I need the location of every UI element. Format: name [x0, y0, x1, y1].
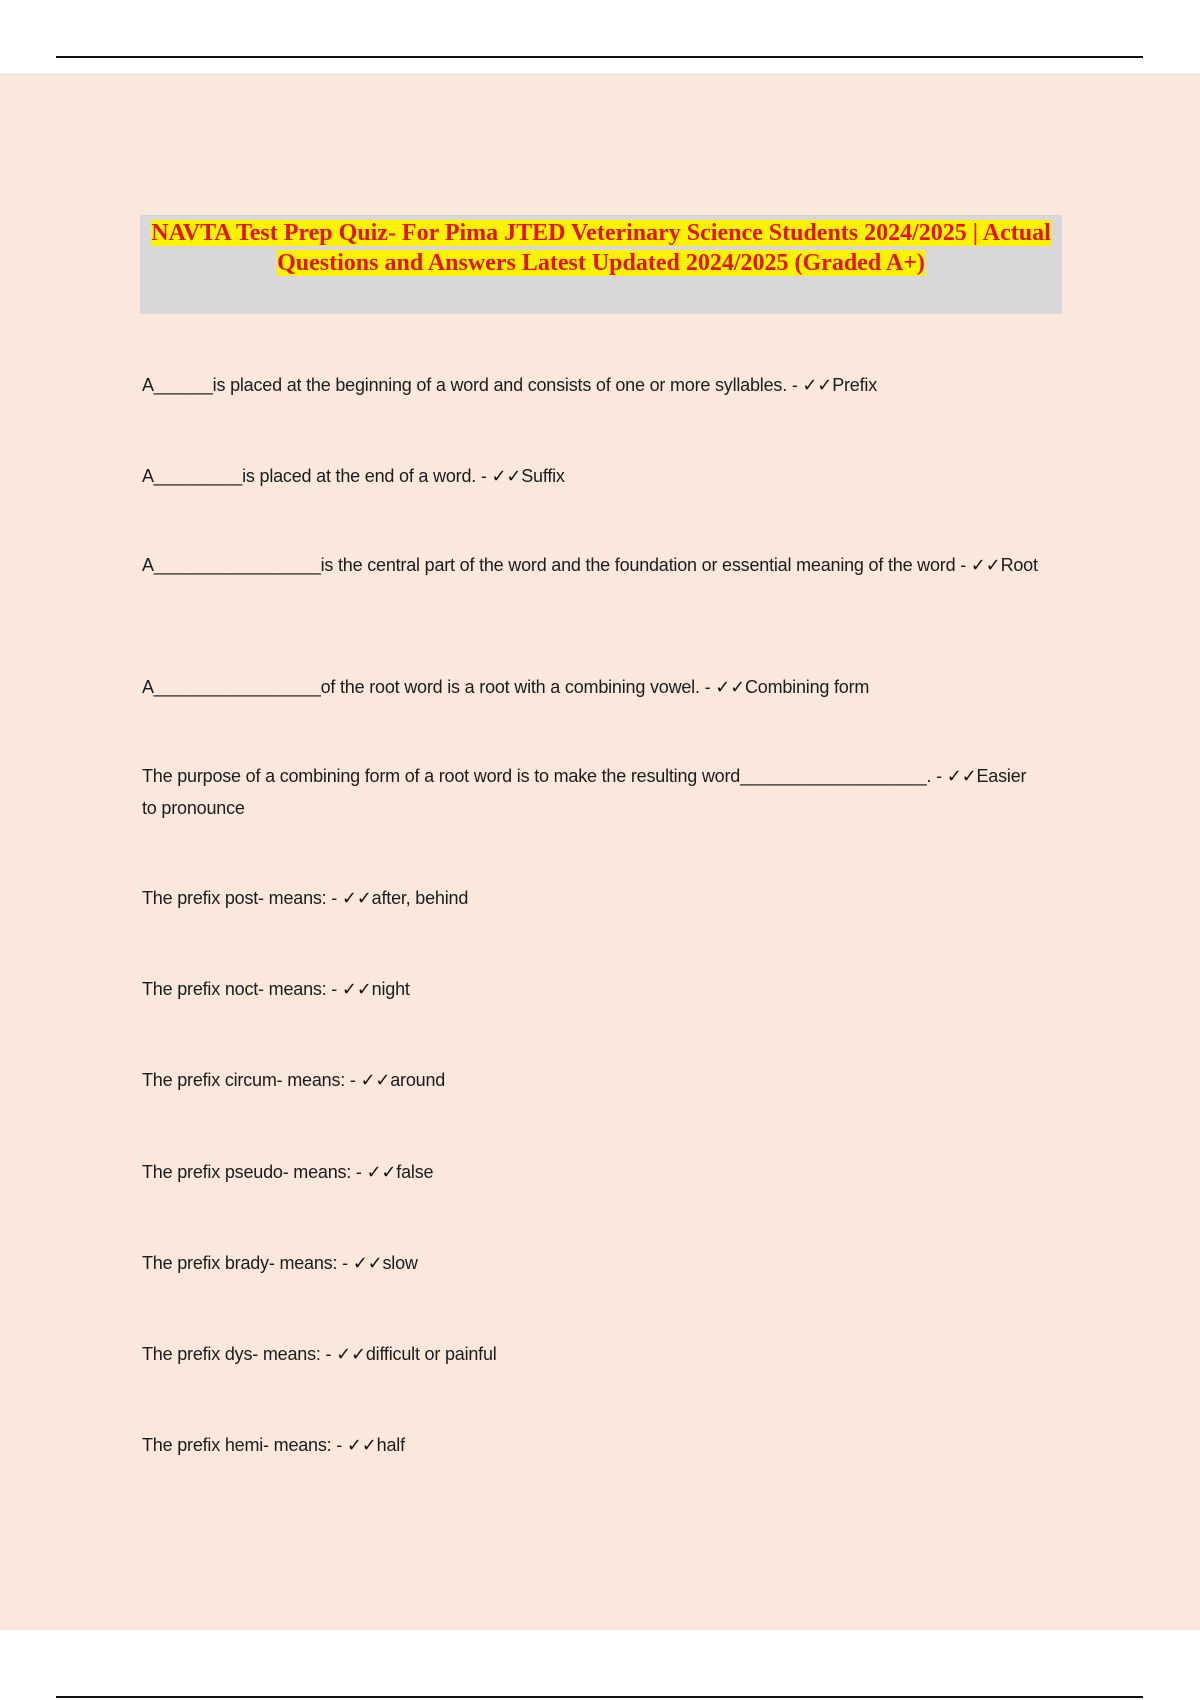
question-text: The prefix brady- means: [142, 1253, 338, 1273]
check-icon: ✓✓ [491, 466, 522, 486]
answer-text: half [376, 1435, 405, 1455]
question-text: A_________________of the root word is a root with a combining vowel. [142, 677, 700, 697]
qa-item-11: The prefix dys- means: - ✓✓difficult or painful [142, 1344, 497, 1364]
check-icon: ✓✓ [360, 1070, 391, 1090]
qa-item-7: The prefix noct- means: - ✓✓night [142, 979, 410, 999]
answer-text: Easier to pronounce [142, 766, 1027, 818]
question-text: A______is placed at the beginning of a word and consists of one or more syllables. [142, 375, 788, 395]
document-page [0, 73, 1200, 1630]
qa-item-2: A_________is placed at the end of a word. - ✓✓Suffix [142, 466, 565, 486]
qa-item-12: The prefix hemi- means: - ✓✓half [142, 1435, 405, 1455]
check-icon: ✓✓ [341, 888, 372, 908]
check-icon: ✓✓ [352, 1253, 383, 1273]
top-rule [56, 56, 1143, 58]
answer-text: Suffix [521, 466, 565, 486]
document-title: NAVTA Test Prep Quiz- For Pima JTED Veterinary Science Students 2024/2025 | Actual Questions and Answers Latest Updated 2024/2025 (Graded A+) [151, 220, 1051, 276]
question-text: The prefix circum- means: [142, 1070, 346, 1090]
check-icon: ✓✓ [715, 677, 745, 697]
qa-item-3: A_________________is the central part of the word and the foundation or essential meaning of the word - ✓✓Root [142, 555, 1038, 575]
check-icon: ✓✓ [366, 1162, 397, 1182]
answer-text: around [390, 1070, 446, 1090]
question-text: The prefix noct- means: [142, 979, 327, 999]
qa-item-4: A_________________of the root word is a root with a combining vowel. - ✓✓Combining form [142, 677, 870, 697]
answer-text: after, behind [371, 888, 469, 908]
check-icon: ✓✓ [341, 979, 372, 999]
check-icon: ✓✓ [336, 1344, 366, 1364]
title-banner [140, 215, 1062, 314]
qa-item-1: A______is placed at the beginning of a word and consists of one or more syllables. - ✓✓Prefix [142, 375, 877, 395]
answer-text: night [371, 979, 410, 999]
check-icon: ✓✓ [346, 1435, 377, 1455]
answer-text: Combining form [744, 677, 870, 697]
check-icon: ✓✓ [946, 766, 977, 786]
answer-text: Prefix [832, 375, 877, 395]
answer-text: difficult or painful [365, 1344, 497, 1364]
answer-text: Root [1000, 555, 1038, 575]
question-text: The prefix hemi- means: [142, 1435, 332, 1455]
question-text: The purpose of a combining form of a root word is to make the resulting word___________________. [142, 766, 932, 786]
qa-item-9: The prefix pseudo- means: - ✓✓false [142, 1162, 434, 1182]
check-icon: ✓✓ [970, 555, 1001, 575]
qa-item-8: The prefix circum- means: - ✓✓around [142, 1070, 446, 1090]
answer-text: slow [382, 1253, 418, 1273]
bottom-rule [56, 1696, 1143, 1698]
qa-item-10: The prefix brady- means: - ✓✓slow [142, 1253, 418, 1273]
check-icon: ✓✓ [802, 375, 833, 395]
question-text: A_________is placed at the end of a word. [142, 466, 477, 486]
question-text: The prefix pseudo- means: [142, 1162, 352, 1182]
question-text: A_________________is the central part of the word and the foundation or essential meaning of the word [142, 555, 956, 575]
question-text: The prefix post- means: [142, 888, 327, 908]
question-text: The prefix dys- means: [142, 1344, 321, 1364]
qa-item-6: The prefix post- means: - ✓✓after, behind [142, 888, 469, 908]
qa-item-5: The purpose of a combining form of a root word is to make the resulting word___________________. - ✓✓Easier to pronounce [142, 766, 1027, 818]
answer-text: false [396, 1162, 434, 1182]
